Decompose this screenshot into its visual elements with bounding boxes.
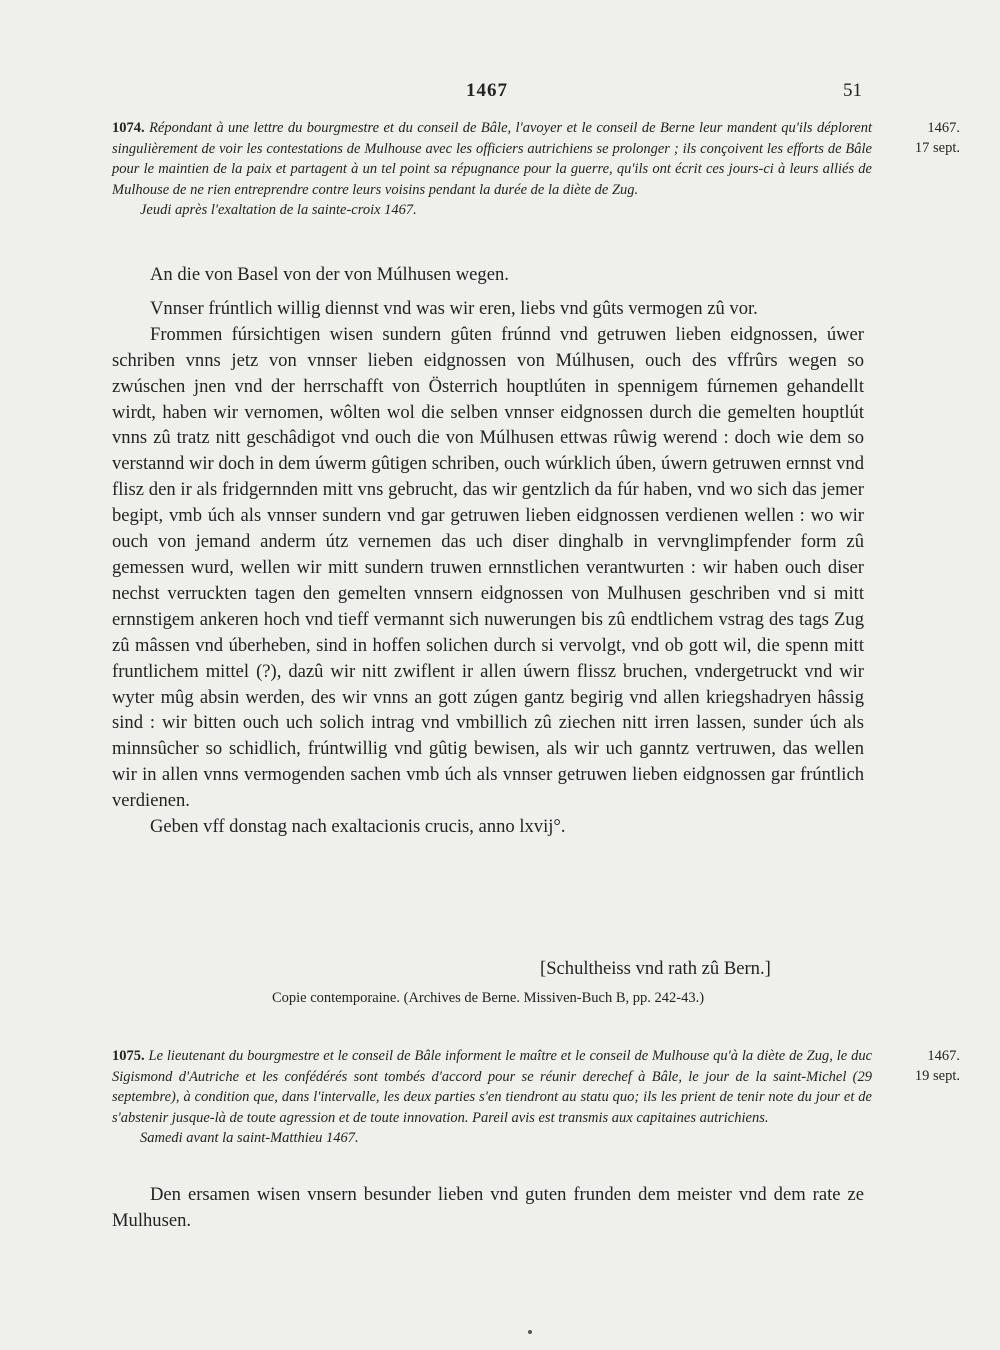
letter-signature-1074: [Schultheiss vnd rath zû Bern.] (540, 958, 771, 979)
summary-1075 (112, 1046, 872, 1149)
margin-year-1074: 1467. (927, 120, 960, 136)
margin-year-1075: 1467. (927, 1048, 960, 1064)
summary-text-1075: Le lieutenant du bourgmestre et le conseil de Bâle informent le maître et le conseil de Mulhouse qu'à la diète de Zug, le duc Sigismond d'Autriche et les confédérés sont tombés d'accord pour se réunir derechef à Bâle, le jour de la saint-Michel (29 septembre), à condition que, dans l'intervalle, les deux parties s'en tiendront au statu quo; ils les prient de tenir note du jour et de s'abstenir jusque-là de toute agression et de toute innovation. Pareil avis est transmis aux capitaines autrichiens. (112, 1048, 873, 1126)
letter-address-1074: An die von Basel von der von Múlhusen wegen. (150, 264, 509, 285)
date-line-1074: Jeudi après l'exaltation de la sainte-croix 1467. (140, 202, 417, 219)
running-head-year: 1467 (466, 80, 508, 101)
letter-paragraph-1074: Frommen fúrsichtigen wisen sundern gûten frúnnd vnd getruwen lieben eidgnossen, úwer schriben vnns jetz von vnnser lieben eidgnossen von Múlhusen, ouch des vffrûrs wegen so zwúschen jnen vnd der herrschafft von Österrich houptlúten in spennigem fúrnemen gehandellt wirdt, haben wir vernomen, wôlten wol die selben vnnser eidgnossen durch die gemelten houptlút vnns zû tratz nitt geschâdigot vnd ouch die von Múlhusen ettwas rûwig werend : doch wie dem so verstannd wir doch in dem úwerm gûtigen schriben, ouch wúrklich úben, úwern getruwen ernnst vnd flisz den ir als fridgernnden mitt vns gebrucht, das wir gentzlich da fúr haben, vnd wo sich das jemer begipt, vmb úch als vnnser sundern vnd gar getruwen lieben eidgnossen verdienen wellen : wo wir ouch von jemand anderm útz vernemen das uch diser dinghalb in vervnglimpfender form zû gemessen wurd, wellen wir mitt sundern truwen ernnstlichen verantwurten : wir haben ouch diser nechst verruckten tagen den gemelten vnnsern eidgnossen von Mulhusen geschriben vnd si mitt ernnstigem ankeren hoch vnd tieff vermannt sich nuwerungen bis zû endtlichem vstrag des tags Zug zû mâssen vnd úberheben, sind in hoffen solichen durch si vervolgt, vnd ob gott wil, die spenn mitt fruntlichem mittel (?), dazû wir nitt zwiflent ir allen úwern flissz bruchen, vndergetruckt vnd wir wyter mûg absin werden, des wir vnns an gott zúgen gantz begirig vnd allen kriegshadryen hâssig sind : wir bitten ouch uch solich intrag vnd vmbillich zû ziechen nitt irren lassen, sunder úch als minnsûcher so schidlich, frúntwillig vnd gûtig bewisen, als wir uch ganntz vertruwen, das wellen wir in allen vnns vermogenden sachen vmb úch als vnnser getruwen lieben eidgnossen gar frúntlich verdienen. (112, 323, 864, 812)
margin-date-1074 (880, 118, 960, 158)
letter-dating-1074: Geben vff donstag nach exaltacionis crucis, anno lxvij°. (150, 816, 566, 838)
letter-body-1074 (112, 262, 864, 840)
margin-day-1075: 19 sept. (914, 1068, 960, 1084)
date-line-1075: Samedi avant la saint-Matthieu 1467. (140, 1130, 359, 1147)
doc-number-1074: 1074. (112, 120, 145, 136)
letter-address-1075: Den ersamen wisen vnsern besunder lieben vnd guten frunden dem meister vnd dem rate ze Mulhusen. (112, 1184, 864, 1231)
margin-date-1075 (880, 1046, 960, 1086)
doc-number-1075: 1075. (112, 1048, 145, 1064)
page-number: 51 (843, 80, 862, 101)
summary-1074 (112, 118, 872, 221)
running-head (112, 80, 862, 106)
letter-greeting-1074: Vnnser frúntlich willig diennst vnd was wir eren, liebs vnd gûts vermogen zû vor. (150, 297, 758, 319)
margin-day-1074: 17 sept. (914, 140, 960, 156)
paper-speck (528, 1330, 532, 1334)
letter-body-1075 (112, 1182, 864, 1234)
summary-text-1074: Répondant à une lettre du bourgmestre et du conseil de Bâle, l'avoyer et le conseil de Berne leur mandent qu'ils déplorent singulièrement de voir les contestations de Mulhouse avec les officiers autrichiens se prolonger ; ils conçoivent les efforts de Bâle pour le maintien de la paix et partagent à un tel point sa répugnance pour la guerre, qu'ils ont écrit ces jours-ci à leurs alliés de Mulhouse de ne rien entreprendre contre leurs voisins pendant la durée de la diète de Zug. (112, 120, 872, 198)
source-note-1074: Copie contemporaine. (Archives de Berne. Missiven-Buch B, pp. 242-43.) (271, 990, 705, 1006)
